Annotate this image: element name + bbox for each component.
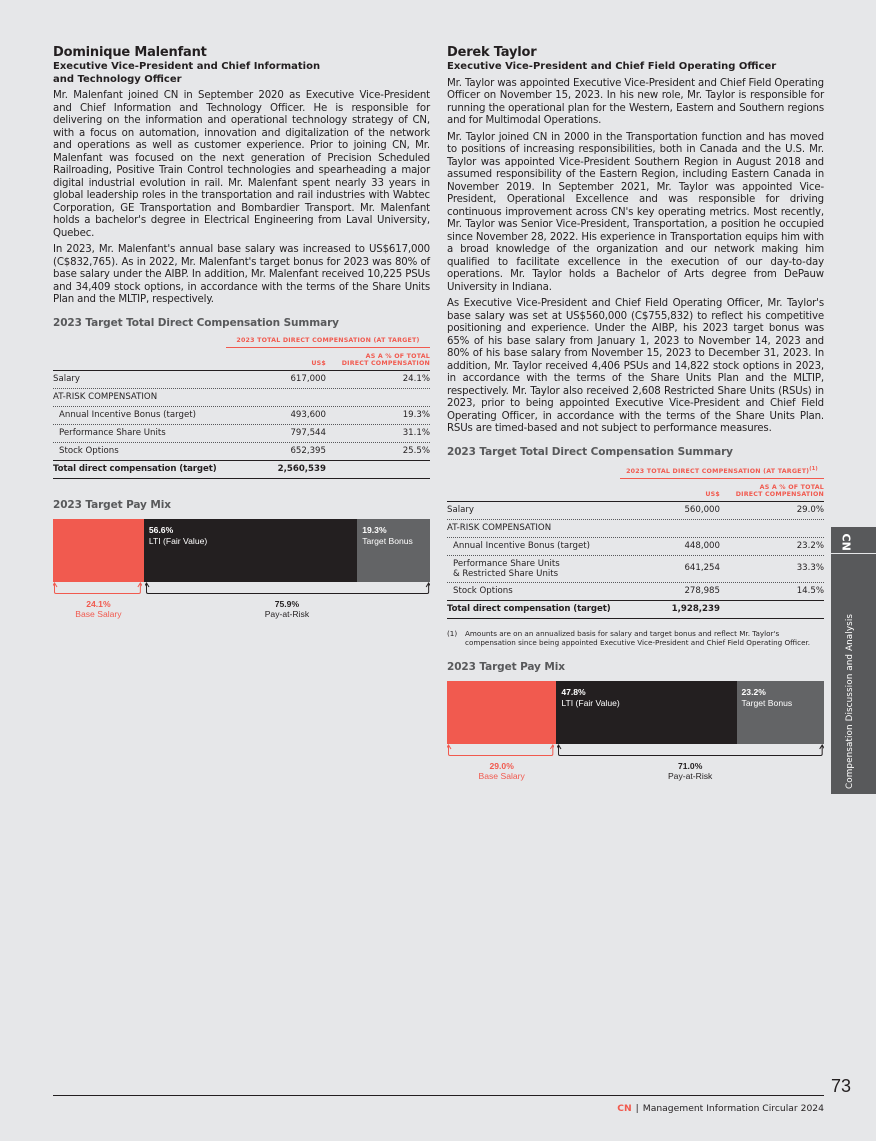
base-salary-label: Base Salary bbox=[478, 770, 525, 781]
lti-pct: 47.8% bbox=[561, 686, 586, 697]
salary-paragraph: In 2023, Mr. Malenfant's annual base salary was increased to US$617,000 (C$832,765). As in 2022, Mr. Malenfant's target bonus for 2023 was 80% of base salary under the AIBP. In addition, Mr. Malenfant received 10,225 PSUs and 34,409 stock options, in accordance with the terms of the Share Units Plan and the MLTIP, respectively. bbox=[53, 244, 430, 305]
bio-paragraph: Mr. Malenfant joined CN in September 2020 as Executive Vice-President and Chief Information and Technology Officer. He is responsible for delivering on the information and operational technology strategy of CN, with a focus on automation, innovation and digitalization of the network and operations as well as customer experience. Prior to joining CN, Mr. Malenfant was focused on the next generation of Precision Scheduled Railroading, Positive Train Control technologies and spearheading a major digital industrial evolution in rail. Mr. Malenfant spent nearly 33 years in global leadership roles in the transportation and rail industries with Wabtec Corporation, GE Transportation and Bombardier Transport. Mr. Malenfant holds a bachelor's degree in Electrical Engineering from Laval University, Quebec. bbox=[53, 90, 430, 239]
exec-title-line: and Technology Officer bbox=[53, 73, 182, 85]
row-usd: 2,560,539 bbox=[277, 463, 326, 474]
exec-title bbox=[53, 61, 430, 86]
page-number: 73 bbox=[830, 1076, 851, 1096]
footer-brand: CN bbox=[617, 1103, 632, 1114]
table-row-total bbox=[447, 600, 824, 619]
row-usd: 448,000 bbox=[684, 540, 720, 551]
pay-mix-bar bbox=[53, 519, 430, 582]
table-row bbox=[447, 519, 824, 537]
tdc-column-headers bbox=[447, 479, 824, 501]
lti-label: LTI (Fair Value) bbox=[148, 535, 208, 546]
row-usd: 652,395 bbox=[290, 445, 326, 456]
row-label: Stock Options bbox=[453, 585, 513, 596]
row-pct: 23.2% bbox=[796, 540, 824, 551]
bonus-pct: 23.2% bbox=[741, 686, 766, 697]
salary-paragraph: As Executive Vice-President and Chief Field Operating Officer, Mr. Taylor's base salary was set at US$560,000 (C$755,832) to reflect his competitive positioning and experience. Under the AIBP, his 2023 target bonus was 65% of his base salary from January 1, 2023 to November 14, 2023 and 80% of his base salary from November 15, 2023 to December 31, 2023. In addition, Mr. Taylor received 4,406 PSUs and 14,822 stock options in 2023, in accordance with the terms of the Share Units Plan and the MLTIP, respectively. Mr. Taylor also received 2,608 Restricted Share Units (RSUs) in 2023, prior to being appointed Executive Vice-President and Chief Field Operating Officer, in accordance with the terms of the Share Units Plan. RSUs are timed-based and not subject to performance measures. bbox=[447, 298, 824, 434]
row-label: Total direct compensation (target) bbox=[447, 603, 611, 614]
pay-at-risk-bracket bbox=[145, 582, 430, 595]
row-pct: 19.3% bbox=[402, 409, 430, 420]
table-row bbox=[53, 424, 430, 442]
bio-paragraph: Mr. Taylor joined CN in 2000 in the Transportation function and has moved to positions of increasing responsibilities, both in Canada and the U.S. Mr. Taylor was appointed Vice-President Southern Region in August 2018 and assumed responsibility of the Eastern Region, including Eastern Canada in November 2019. In September 2021, Mr. Taylor was appointed Vice-President, Operational Excellence and was responsible for driving continuous improvement across CN's key operating metrics. Most recently, Mr. Taylor was Senior Vice-President, Transportation, a position he occupied since November 28, 2022. His experience in Transportation equips him with a broad knowledge of the organization and our network making him qualified to facilitate excellence in the execution of our day-to-day operations. Mr. Taylor holds a Bachelor of Arts degree from DePauw University in Indiana. bbox=[447, 131, 824, 293]
footnote-mark: (1) bbox=[447, 628, 458, 638]
row-pct: 33.3% bbox=[796, 563, 824, 574]
section-title: Compensation Discussion and Analysis bbox=[845, 613, 855, 789]
exec-title bbox=[447, 61, 824, 74]
col-pct-header bbox=[326, 353, 430, 368]
row-pct: 25.5% bbox=[402, 445, 430, 456]
pay-mix-heading: 2023 Target Pay Mix bbox=[53, 498, 171, 511]
row-usd: 493,600 bbox=[290, 409, 326, 420]
col-pct-header-line: AS A % OF TOTAL bbox=[365, 352, 430, 360]
pay-mix-chart bbox=[447, 681, 824, 783]
col-pct-header bbox=[720, 484, 824, 499]
pay-mix-bar bbox=[447, 681, 824, 744]
col-pct-header-line: DIRECT COMPENSATION bbox=[341, 360, 430, 367]
row-usd: 560,000 bbox=[684, 504, 720, 515]
base-salary-segment bbox=[53, 519, 144, 582]
bonus-label: Target Bonus bbox=[741, 697, 793, 708]
row-label-line: & Restricted Share Units bbox=[453, 568, 559, 579]
exec-name: Derek Taylor bbox=[447, 45, 537, 60]
row-usd: 617,000 bbox=[290, 373, 326, 384]
pay-at-risk-label: Pay-at-Risk bbox=[264, 608, 310, 619]
base-salary-bracket bbox=[53, 582, 142, 595]
bonus-label: Target Bonus bbox=[362, 535, 413, 546]
base-salary-pct: 24.1% bbox=[86, 598, 111, 609]
row-pct: 31.1% bbox=[402, 427, 430, 438]
row-usd: 278,985 bbox=[684, 585, 720, 596]
footnote-text: Amounts are on an annualized basis for salary and target bonus and reflect Mr. Taylor's compensation since being appointed Executive Vice-President and Chief Field Operating Officer. bbox=[465, 628, 811, 647]
tdc-heading: 2023 Target Total Direct Compensation Summary bbox=[53, 316, 339, 329]
row-label: Total direct compensation (target) bbox=[53, 463, 217, 474]
table-row bbox=[447, 501, 824, 519]
row-pct: 29.0% bbox=[796, 504, 824, 515]
row-pct: 14.5% bbox=[796, 585, 824, 596]
footnote bbox=[447, 629, 824, 647]
row-label: AT-RISK COMPENSATION bbox=[447, 522, 552, 533]
lti-label: LTI (Fair Value) bbox=[561, 697, 620, 708]
base-salary-caption bbox=[53, 599, 144, 619]
cn-logo: CN bbox=[839, 533, 853, 551]
table-row-total bbox=[53, 460, 430, 479]
appointment-paragraph: Mr. Taylor was appointed Executive Vice-President and Chief Field Operating Officer on November 15, 2023. In his new role, Mr. Taylor is responsible for running the operational plan for the Western, Eastern and Southern regions and for Multimodal Operations. bbox=[447, 77, 824, 126]
table-row bbox=[53, 370, 430, 388]
exec-title-line: Executive Vice-President and Chief Field Operating Officer bbox=[447, 61, 777, 72]
table-row bbox=[447, 555, 824, 582]
row-label bbox=[447, 559, 660, 579]
tdc-heading: 2023 Target Total Direct Compensation Summary bbox=[447, 445, 733, 458]
row-usd: 797,544 bbox=[290, 427, 326, 438]
row-label: Salary bbox=[447, 504, 474, 515]
lti-segment bbox=[144, 519, 357, 582]
footnote-ref: (1) bbox=[809, 465, 818, 472]
base-salary-caption bbox=[447, 761, 556, 781]
exec-name: Dominique Malenfant bbox=[53, 45, 207, 60]
row-label-line: Performance Share Units bbox=[453, 558, 560, 569]
col-pct-header-line: AS A % OF TOTAL bbox=[759, 483, 824, 491]
tdc-group-header: 2023 TOTAL DIRECT COMPENSATION (AT TARGET) bbox=[226, 337, 430, 348]
row-label: Performance Share Units bbox=[59, 427, 166, 438]
tdc-group-header-text: 2023 TOTAL DIRECT COMPENSATION (AT TARGET) bbox=[626, 467, 810, 475]
footer-rule bbox=[53, 1095, 824, 1096]
pay-at-risk-label: Pay-at-Risk bbox=[667, 770, 713, 781]
table-row bbox=[447, 537, 824, 555]
row-label: Stock Options bbox=[59, 445, 119, 456]
base-salary-segment bbox=[447, 681, 556, 744]
col-usd-header: US$ bbox=[705, 491, 720, 499]
tdc-table bbox=[447, 466, 824, 619]
col-pct-header-line: DIRECT COMPENSATION bbox=[735, 491, 824, 499]
lti-segment bbox=[556, 681, 736, 744]
base-salary-pct: 29.0% bbox=[489, 760, 514, 771]
pay-at-risk-caption bbox=[556, 761, 824, 781]
pay-mix-chart bbox=[53, 519, 430, 621]
footer-doc-title bbox=[617, 1103, 824, 1114]
footer-title: Management Information Circular 2024 bbox=[642, 1103, 824, 1114]
target-bonus-segment bbox=[737, 681, 824, 744]
lti-pct: 56.6% bbox=[148, 524, 174, 535]
section-side-tab[interactable] bbox=[831, 527, 876, 794]
exec-title-line: Executive Vice-President and Chief Information bbox=[53, 61, 321, 72]
exec-section-malenfant bbox=[53, 44, 430, 621]
pay-at-risk-pct: 75.9% bbox=[274, 598, 300, 609]
tdc-table bbox=[53, 337, 430, 479]
col-usd-header: US$ bbox=[311, 360, 326, 367]
base-salary-label: Base Salary bbox=[75, 608, 122, 619]
row-label: AT-RISK COMPENSATION bbox=[53, 391, 158, 402]
tdc-column-headers bbox=[53, 348, 430, 370]
table-row bbox=[53, 442, 430, 460]
row-label: Annual Incentive Bonus (target) bbox=[59, 409, 196, 420]
exec-section-taylor bbox=[447, 44, 824, 783]
pay-at-risk-bracket bbox=[557, 744, 824, 757]
table-row bbox=[53, 406, 430, 424]
row-pct: 24.1% bbox=[402, 373, 430, 384]
bonus-pct: 19.3% bbox=[362, 524, 387, 535]
row-label: Annual Incentive Bonus (target) bbox=[453, 540, 590, 551]
pay-at-risk-pct: 71.0% bbox=[677, 760, 703, 771]
target-bonus-segment bbox=[357, 519, 430, 582]
base-salary-bracket bbox=[447, 744, 554, 757]
pay-mix-heading: 2023 Target Pay Mix bbox=[447, 660, 565, 673]
table-row bbox=[53, 388, 430, 406]
row-usd: 641,254 bbox=[684, 563, 720, 574]
row-usd: 1,928,239 bbox=[671, 603, 720, 614]
table-row bbox=[447, 582, 824, 600]
row-label: Salary bbox=[53, 373, 80, 384]
footer-separator: | bbox=[635, 1103, 639, 1114]
pay-at-risk-caption bbox=[144, 599, 430, 619]
tdc-group-header bbox=[620, 466, 824, 479]
